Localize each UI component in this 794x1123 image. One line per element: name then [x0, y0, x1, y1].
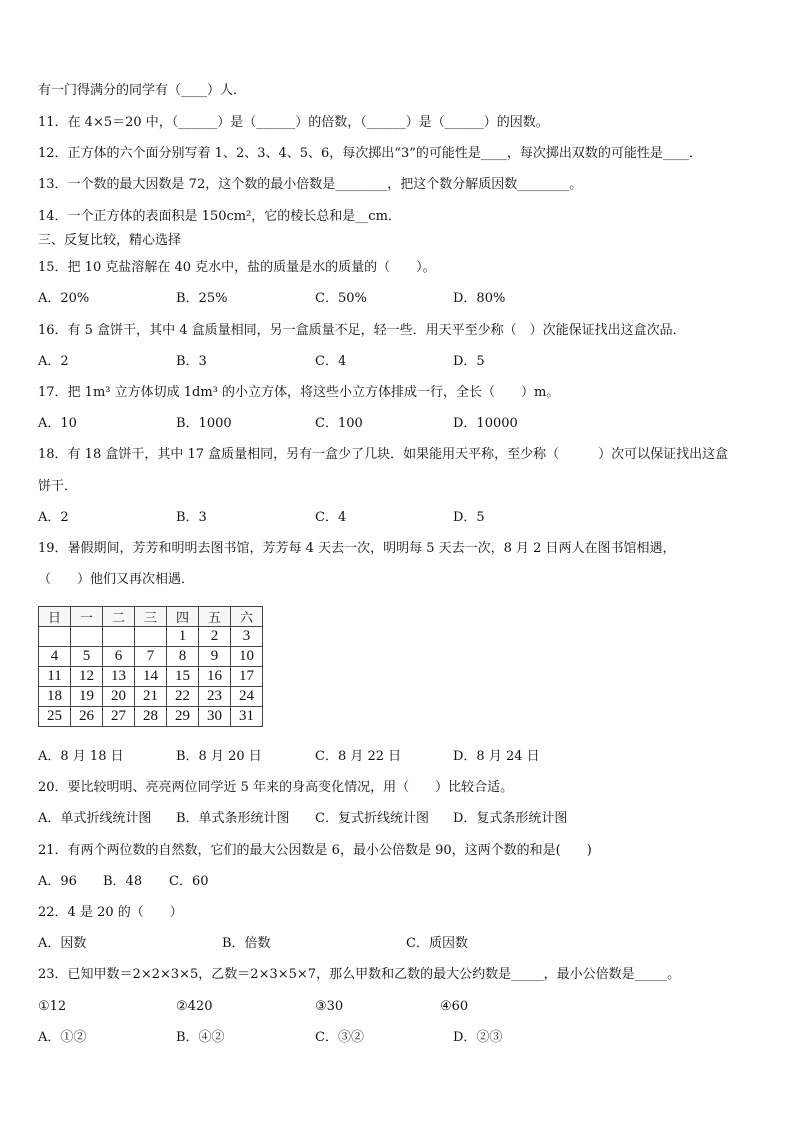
calendar-cell: 12 [71, 667, 103, 687]
calendar-cell: 24 [231, 687, 263, 707]
question-18-line1: 18．有 18 盒饼干，其中 17 盒质量相同，另有一盒少了几块．如果能用天平称，至少称（ ）次可以保证找出这盒 [38, 447, 729, 462]
q17-option-a[interactable]: A．10 [38, 416, 77, 431]
calendar-header-cell: 三 [135, 607, 167, 627]
q19-option-d[interactable]: D．8 月 24 日 [453, 749, 540, 764]
q23-item-3: ③30 [315, 999, 344, 1014]
question-17: 17．把 1m³ 立方体切成 1dm³ 的小立方体，将这些小立方体排成一行，全长（ ）m。 [38, 385, 560, 400]
question-16: 16．有 5 盒饼干，其中 4 盒质量相同，另一盒质量不足，轻一些．用天平至少称（ ）次能保证找出这盒次品． [38, 323, 686, 338]
calendar-header-cell: 五 [199, 607, 231, 627]
q17-option-b[interactable]: B．1000 [176, 416, 232, 431]
calendar-cell: 17 [231, 667, 263, 687]
calendar-header-cell: 日 [39, 607, 71, 627]
question-11: 11．在 4×5＝20 中，（______）是（______）的倍数，（______）是（______）的因数。 [38, 115, 549, 130]
calendar-header-cell: 四 [167, 607, 199, 627]
calendar-row [39, 627, 263, 647]
calendar-cell [103, 627, 135, 647]
calendar-cell [71, 627, 103, 647]
q21-option-c[interactable]: C．60 [169, 874, 209, 889]
calendar-cell: 8 [167, 647, 199, 667]
q22-option-b[interactable]: B．倍数 [222, 936, 271, 951]
question-22: 22．4 是 20 的（ ） [38, 905, 183, 920]
section-title-3: 三、反复比较，精心选择 [38, 233, 182, 248]
q23-option-a[interactable]: A．①② [38, 1030, 87, 1045]
question-14: 14．一个正方体的表面积是 150cm²，它的棱长总和是__cm． [38, 209, 401, 224]
q22-option-a[interactable]: A．因数 [38, 936, 87, 951]
q21-option-a[interactable]: A．96 [38, 874, 77, 889]
calendar-header-cell: 二 [103, 607, 135, 627]
calendar-cell: 4 [39, 647, 71, 667]
calendar-cell: 18 [39, 687, 71, 707]
calendar-cell: 11 [39, 667, 71, 687]
question-15: 15．把 10 克盐溶解在 40 克水中，盐的质量是水的质量的（ ）。 [38, 260, 436, 275]
calendar-row [39, 707, 263, 727]
calendar-cell: 27 [103, 707, 135, 727]
calendar-header-cell: 六 [231, 607, 263, 627]
calendar-header-row [39, 607, 263, 627]
q23-item-1: ①12 [38, 999, 67, 1014]
q18-option-b[interactable]: B．3 [176, 510, 207, 525]
calendar-cell: 20 [103, 687, 135, 707]
q17-option-d[interactable]: D．10000 [453, 416, 518, 431]
calendar-row [39, 647, 263, 667]
calendar-cell: 29 [167, 707, 199, 727]
calendar-row [39, 687, 263, 707]
calendar-cell: 21 [135, 687, 167, 707]
q19-option-b[interactable]: B．8 月 20 日 [176, 749, 262, 764]
q15-option-d[interactable]: D．80% [453, 291, 506, 306]
q20-option-d[interactable]: D．复式条形统计图 [453, 811, 568, 826]
calendar-cell: 13 [103, 667, 135, 687]
calendar-cell: 23 [199, 687, 231, 707]
q19-option-a[interactable]: A．8 月 18 日 [38, 749, 124, 764]
question-20: 20．要比较明明、亮亮两位同学近 5 年来的身高变化情况，用（ ）比较合适。 [38, 780, 514, 795]
q23-option-b[interactable]: B．④② [176, 1030, 225, 1045]
line-intro: 有一门得满分的同学有（____）人． [38, 83, 247, 98]
calendar-cell: 25 [39, 707, 71, 727]
calendar-cell: 5 [71, 647, 103, 667]
q15-option-c[interactable]: C．50% [315, 291, 367, 306]
question-13: 13．一个数的最大因数是 72，这个数的最小倍数是________，把这个数分解质因数________。 [38, 177, 583, 192]
q21-option-b[interactable]: B．48 [103, 874, 143, 889]
q18-option-d[interactable]: D．5 [453, 510, 485, 525]
q20-option-a[interactable]: A．单式折线统计图 [38, 811, 152, 826]
calendar-cell [39, 627, 71, 647]
question-19-line2: （ ）他们又再次相遇． [38, 572, 195, 587]
calendar-cell: 15 [167, 667, 199, 687]
question-19-line1: 19．暑假期间，芳芳和明明去图书馆，芳芳每 4 天去一次，明明每 5 天去一次，8 月 2 日两人在图书馆相遇， [38, 541, 676, 556]
calendar-cell: 22 [167, 687, 199, 707]
calendar-cell: 6 [103, 647, 135, 667]
q20-option-b[interactable]: B．单式条形统计图 [176, 811, 290, 826]
calendar-cell: 30 [199, 707, 231, 727]
q23-option-d[interactable]: D．②③ [453, 1030, 503, 1045]
q16-option-b[interactable]: B．3 [176, 354, 207, 369]
calendar-row [39, 667, 263, 687]
q20-option-c[interactable]: C．复式折线统计图 [315, 811, 429, 826]
question-21: 21．有两个两位数的自然数，它们的最大公因数是 6，最小公倍数是 90，这两个数的和是( ) [38, 843, 592, 858]
calendar-cell: 2 [199, 627, 231, 647]
q15-option-b[interactable]: B．25% [176, 291, 228, 306]
calendar-header-cell: 一 [71, 607, 103, 627]
calendar-cell: 1 [167, 627, 199, 647]
calendar-table [38, 606, 263, 727]
q16-option-a[interactable]: A．2 [38, 354, 69, 369]
question-12: 12．正方体的六个面分别写着 1、2、3、4、5、6，每次掷出“3”的可能性是____，每次掷出双数的可能性是____． [38, 146, 702, 161]
q18-option-a[interactable]: A．2 [38, 510, 69, 525]
q19-option-c[interactable]: C．8 月 22 日 [315, 749, 402, 764]
q18-option-c[interactable]: C．4 [315, 510, 347, 525]
q17-option-c[interactable]: C．100 [315, 416, 363, 431]
q15-option-a[interactable]: A．20% [38, 291, 90, 306]
calendar-cell: 16 [199, 667, 231, 687]
calendar-cell: 10 [231, 647, 263, 667]
question-18-line2: 饼干． [38, 479, 78, 494]
q16-option-c[interactable]: C．4 [315, 354, 347, 369]
calendar-cell: 14 [135, 667, 167, 687]
q16-option-d[interactable]: D．5 [453, 354, 485, 369]
calendar-cell [135, 627, 167, 647]
q23-item-4: ④60 [440, 999, 469, 1014]
calendar-cell: 7 [135, 647, 167, 667]
calendar-cell: 3 [231, 627, 263, 647]
calendar-cell: 28 [135, 707, 167, 727]
calendar-cell: 26 [71, 707, 103, 727]
q22-option-c[interactable]: C．质因数 [406, 936, 468, 951]
q23-option-c[interactable]: C．③② [315, 1030, 364, 1045]
calendar-cell: 31 [231, 707, 263, 727]
calendar-cell: 9 [199, 647, 231, 667]
q23-item-2: ②420 [176, 999, 213, 1014]
question-23: 23．已知甲数＝2×2×3×5，乙数＝2×3×5×7，那么甲数和乙数的最大公约数是_____，最小公倍数是_____。 [38, 967, 681, 982]
calendar-cell: 19 [71, 687, 103, 707]
